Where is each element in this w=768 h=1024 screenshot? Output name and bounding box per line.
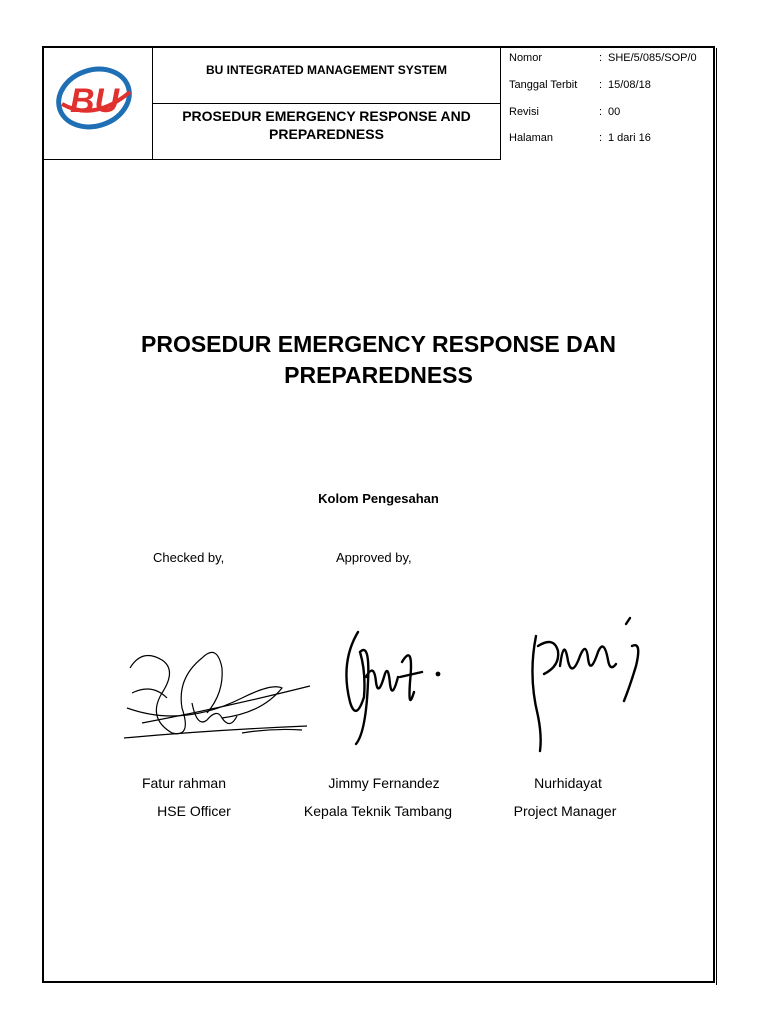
- logo-cell: [44, 48, 153, 160]
- signatory-title: Project Manager: [513, 803, 617, 819]
- meta-separator: :: [599, 79, 603, 91]
- system-title: BU INTEGRATED MANAGEMENT SYSTEM: [153, 48, 501, 104]
- signature-fatur-rahman: [122, 638, 312, 748]
- meta-value: 00: [608, 106, 621, 118]
- meta-separator: :: [599, 106, 603, 118]
- document-header: [44, 48, 713, 160]
- procedure-title-line2: PREPAREDNESS: [269, 126, 384, 142]
- meta-separator: :: [599, 132, 603, 144]
- meta-value: 1 dari 16: [608, 132, 651, 144]
- signature-jimmy-fernandez: [330, 622, 450, 752]
- signatory-name: Fatur rahman: [141, 775, 227, 791]
- meta-label: Tanggal Terbit: [509, 79, 578, 91]
- procedure-title-line1: PROSEDUR EMERGENCY RESPONSE AND: [182, 108, 471, 124]
- procedure-title: [153, 104, 501, 160]
- signatory-name: Nurhidayat: [534, 775, 602, 791]
- document-meta: [501, 48, 713, 160]
- meta-row-halaman: [509, 132, 713, 148]
- page-frame: [42, 46, 715, 983]
- signatory-title: Kepala Teknik Tambang: [303, 803, 453, 819]
- company-logo: [54, 62, 134, 134]
- checked-by-label: Checked by,: [153, 550, 225, 565]
- signatory-name: Jimmy Fernandez: [328, 775, 440, 791]
- document-title: [44, 329, 713, 391]
- document-title-line1: PROSEDUR EMERGENCY RESPONSE DAN: [141, 331, 616, 357]
- logo-text: BU: [70, 82, 120, 120]
- signatory-title: HSE Officer: [157, 803, 231, 819]
- approved-by-label: Approved by,: [336, 550, 412, 565]
- meta-row-tanggal-terbit: [509, 79, 713, 95]
- meta-value: 15/08/18: [608, 79, 651, 91]
- meta-label: Revisi: [509, 106, 539, 118]
- document-title-line2: PREPAREDNESS: [284, 362, 473, 388]
- approval-heading: Kolom Pengesahan: [318, 491, 439, 506]
- meta-value: SHE/5/085/SOP/0: [608, 52, 697, 64]
- meta-label: Halaman: [509, 132, 554, 144]
- meta-row-revisi: [509, 106, 713, 122]
- meta-separator: :: [599, 52, 603, 64]
- meta-label: Nomor: [509, 52, 543, 64]
- signature-nurhidayat: [524, 606, 664, 756]
- meta-row-nomor: [509, 52, 713, 68]
